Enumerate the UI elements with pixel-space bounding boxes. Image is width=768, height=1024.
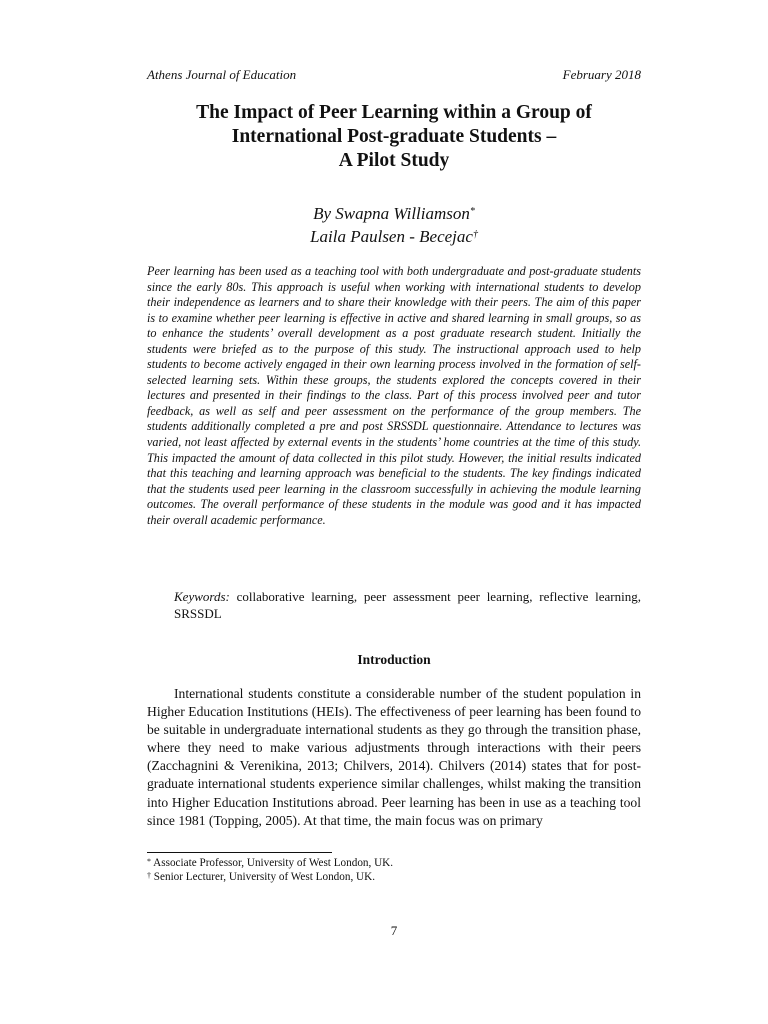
running-header [147,67,641,87]
footnote-2 [147,870,641,884]
author-block [147,202,641,248]
paper-title [147,101,641,173]
title-line-1: The Impact of Peer Learning within a Group of [196,102,592,123]
page-number: 7 [390,923,398,938]
footnote-1-text: Associate Professor, University of West London, UK. [151,857,394,869]
author-2 [147,225,641,248]
footnote-1 [147,856,641,870]
abstract-paragraph: Peer learning has been used as a teaching tool with both undergraduate and post-graduate students since the early 80s. This approach is useful when working with international students to develop their independence as learners and to share their knowledge with their peers. The aim of this paper is to examine whether peer learning is effective in active and shared learning in small groups, so as to enhance the students’ overall development as a post graduate research student. Initially the students were briefed as to the purpose of this study. The instructional approach used to help students to become actively engaged in their own learning process involved in the formation of self-selected learning sets. Within these groups, the students explored the concepts covered in their lectures and presented in their findings to the class. Part of this process involved peer and tutor feedback, as well as self and peer assessment on the performance of the group members. The students additionally completed a pre and post SRSSDL questionnaire. Attendance to lectures was varied, not least affected by external events in the students’ home countries at the time of this study. This impacted the amount of data collected in this pilot study. However, the initial results indicated that this teaching and learning approach was beneficial to the students. The key findings indicated that the students used peer learning in the classroom successfully in achieving the module learning outcomes. The overall performance of these students in the module was good and it has impacted their overall academic performance. [147,264,641,527]
footnote-2-mark: † [147,871,151,880]
title-line-3: A Pilot Study [338,150,450,171]
section-heading: Introduction [357,652,431,667]
keywords-label: Keywords: [174,589,230,604]
author-2-footnote-mark: † [472,229,478,240]
footnote-1-mark: * [147,857,151,866]
footnote-divider [147,852,332,853]
keywords-text: collaborative learning, peer assessment peer learning, reflective learning, SRSSDL [174,589,641,621]
keywords-block [174,588,641,622]
author-1 [147,202,641,225]
body-paragraph: International students constitute a considerable number of the student population in Higher Education Institutions (HEIs). The effectiveness of peer learning has been found to be suitable in undergraduate international students as they go through the transition phase, where they need to make various adjustments through interactions with their peers (Zacchagnini & Verenikina, 2013; Chilvers, 2014). Chilvers (2014) states that for post-graduate international students experience similar challenges, whilst making the transition into Higher Education Institutions abroad. Peer learning has been in use as a teaching tool since 1981 (Topping, 2005). At that time, the main focus was on primary [147,686,641,828]
author-1-footnote-mark: * [469,206,475,217]
footnote-2-text: Senior Lecturer, University of West London, UK. [151,871,376,883]
footnotes [147,856,641,884]
author-2-name: Laila Paulsen - Becejac [310,227,473,246]
author-1-name: By Swapna Williamson [313,204,470,223]
issue-date: February 2018 [562,67,641,82]
journal-name: Athens Journal of Education [147,67,297,82]
title-line-2: International Post-graduate Students – [231,126,557,147]
